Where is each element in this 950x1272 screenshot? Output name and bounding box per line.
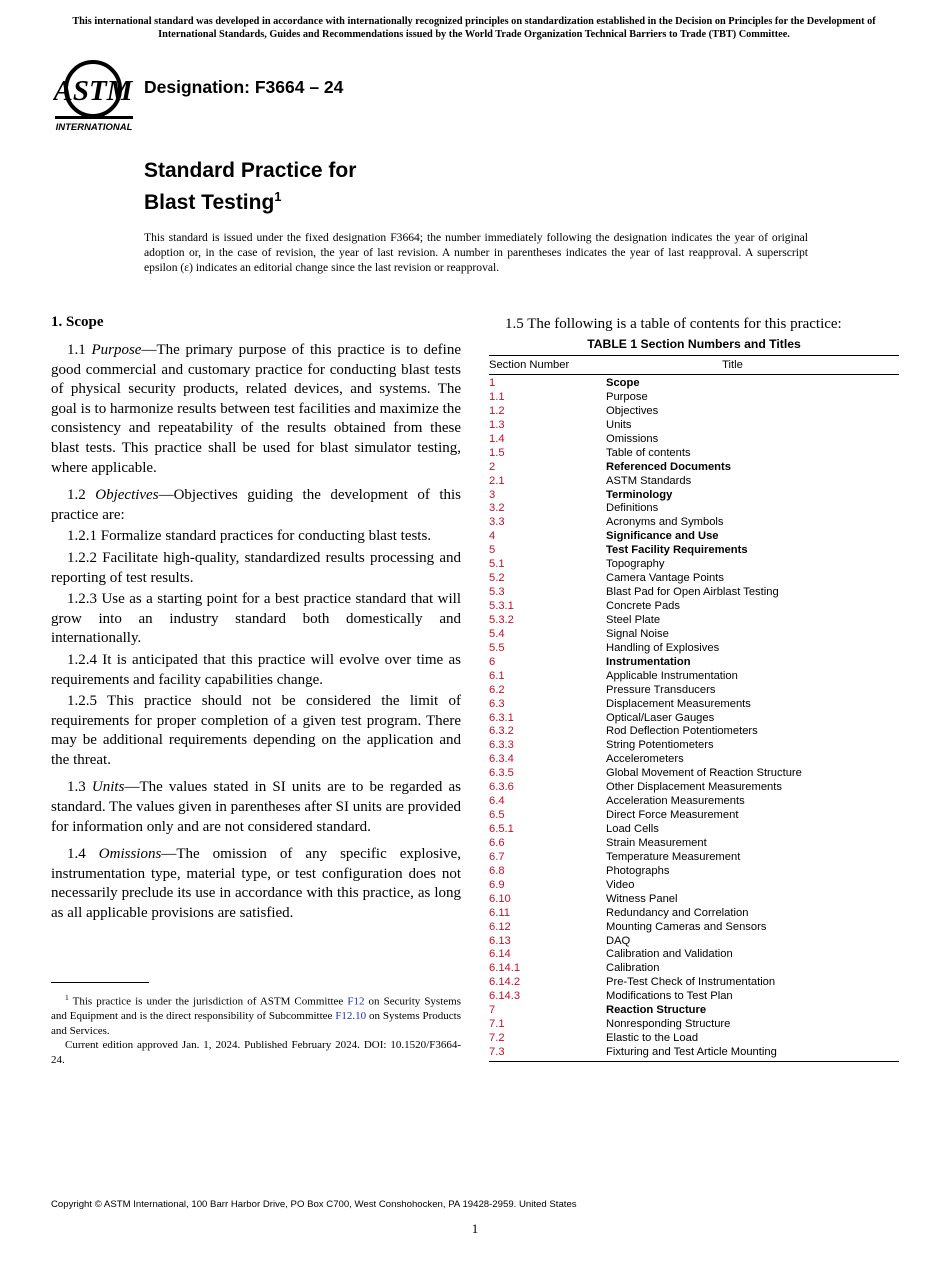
footnote-text: on Security Systems and Equipment and is the direct responsibility of Subcommittee <box>51 995 461 1023</box>
para-label: Omissions <box>98 846 162 863</box>
toc-row <box>489 795 899 809</box>
toc-section-number-link[interactable]: 7.3 <box>489 1046 505 1058</box>
toc-row <box>489 433 899 447</box>
toc-section-number-link[interactable]: 6.3.4 <box>489 753 514 766</box>
toc-row <box>489 461 899 475</box>
toc-row <box>489 1018 899 1032</box>
link-f12[interactable]: F12 <box>347 995 365 1008</box>
toc-row <box>489 851 899 865</box>
toc-section-number-link[interactable]: 5.5 <box>489 641 505 654</box>
toc-row <box>489 502 899 516</box>
toc-section-title: Topography <box>606 558 665 571</box>
para-number: 1.2 <box>67 487 96 504</box>
para-text: —The omission of any specific explosive, instrumentation type, material type, or test configuration does not necessarily preclude its use in accordance with this practice, as long as all applicable provisions are satisfied. <box>51 846 462 922</box>
toc-section-number-link[interactable]: 6.1 <box>489 669 505 682</box>
issued-note: This standard is issued under the fixed designation F3664; the number immediately following the designation indicates the year of original adoption or, in the case of revision, the year of last revision. A number in parentheses indicates the year of last reapproval. A superscript epsilon (ε) indicates an editorial change since the last revision or reapproval. <box>144 231 808 274</box>
toc-row <box>489 781 899 795</box>
toc-row <box>489 739 899 753</box>
toc-section-title: Displacement Measurements <box>606 697 751 710</box>
para-1-2-3: 1.2.3 Use as a starting point for a best practice standard that will grow into an industry standard both domestically and internationally. <box>51 591 461 647</box>
toc-section-title: Rod Deflection Potentiometers <box>606 725 758 738</box>
toc-section-title: Calibration <box>606 962 660 975</box>
toc-section-number-link[interactable]: 6 <box>489 655 496 668</box>
toc-section-number-link[interactable]: 6.11 <box>489 906 510 919</box>
title-line-2 <box>144 184 644 216</box>
toc-section-title: Applicable Instrumentation <box>606 669 738 682</box>
document-title <box>144 158 644 215</box>
toc-row <box>489 921 899 935</box>
toc-section-title: Calibration and Validation <box>606 948 733 961</box>
toc-section-title: Redundancy and Correlation <box>606 906 749 919</box>
toc-row <box>489 656 899 670</box>
footnote-text: This practice is under the jurisdiction of ASTM Committee <box>68 995 348 1008</box>
toc-section-title: Handling of Explosives <box>606 641 720 654</box>
toc-section-number-link[interactable]: 6.14 <box>489 948 511 961</box>
footnote <box>51 991 461 1068</box>
toc-section-number-link[interactable]: 6.6 <box>489 836 505 849</box>
scope-section <box>51 314 461 924</box>
toc-row <box>489 475 899 489</box>
toc-row <box>489 516 899 530</box>
toc-section-title: Witness Panel <box>606 892 678 905</box>
footnote-mark: 1 <box>65 993 69 1002</box>
toc-section-number-link[interactable]: 6.2 <box>489 683 505 696</box>
toc-section-title: Significance and Use <box>606 530 719 543</box>
toc-section-title: Mounting Cameras and Sensors <box>606 920 767 933</box>
toc-row <box>489 642 899 656</box>
toc-row <box>489 725 899 739</box>
toc-row <box>489 628 899 642</box>
toc-row <box>489 893 899 907</box>
para-1-2 <box>51 486 461 525</box>
toc-row <box>489 419 899 433</box>
toc-section-title: Elastic to the Load <box>606 1032 699 1045</box>
toc-section-title: Concrete Pads <box>606 600 681 612</box>
copyright: Copyright © ASTM International, 100 Barr Harbor Drive, PO Box C700, West Conshohocken, PA 19428-2959. United States <box>51 1199 577 1210</box>
toc-section-number-link[interactable]: 6.14.2 <box>489 976 521 989</box>
toc-section-title: ASTM Standards <box>606 474 692 487</box>
toc-section-number-link[interactable]: 1 <box>489 377 496 389</box>
toc-section-number-link[interactable]: 3.3 <box>489 516 505 529</box>
toc-section-title: Reaction Structure <box>606 1004 707 1017</box>
toc-section-title: Pre-Test Check of Instrumentation <box>606 976 776 989</box>
toc-row <box>489 530 899 544</box>
toc-section-number-link[interactable]: 2 <box>489 460 496 473</box>
toc-section-title: Table of contents <box>606 446 691 459</box>
toc-section-number-link[interactable]: 5.4 <box>489 627 505 640</box>
para-1-3 <box>51 778 461 837</box>
designation: Designation: F3664 – 24 <box>144 77 344 97</box>
toc-section-number-link[interactable]: 6.13 <box>489 934 511 947</box>
toc-section-title: Terminology <box>606 488 673 501</box>
toc-section-title: Instrumentation <box>606 655 691 668</box>
toc-section-number-link[interactable]: 6.3.1 <box>489 711 514 724</box>
para-label: Units <box>91 779 125 796</box>
toc-section-number-link[interactable]: 1.2 <box>489 404 505 417</box>
toc-section-number-link[interactable]: 7 <box>489 1004 496 1017</box>
toc-section-title: Blast Pad for Open Airblast Testing <box>606 586 779 599</box>
toc-row <box>489 907 899 921</box>
toc-section-number-link[interactable]: 5.3 <box>489 586 505 599</box>
toc-section-title: Pressure Transducers <box>606 683 716 696</box>
toc-section-number-link[interactable]: 6.3.6 <box>489 781 514 794</box>
toc-row <box>489 489 899 503</box>
toc-row <box>489 879 899 893</box>
toc-section-number-link[interactable]: 5.3.2 <box>489 613 514 626</box>
toc-section-title: Accelerometers <box>606 753 684 766</box>
astm-logo <box>53 56 135 134</box>
toc-row <box>489 558 899 572</box>
toc-section-title: Referenced Documents <box>606 460 731 473</box>
para-label: Objectives <box>95 487 159 504</box>
para-1-1 <box>51 341 461 478</box>
toc-section-number-link[interactable]: 1.3 <box>489 418 505 431</box>
toc-row <box>489 712 899 726</box>
toc-table <box>489 355 899 1062</box>
para-1-2-2: 1.2.2 Facilitate high-quality, standardized results processing and reporting of test results. <box>51 549 461 586</box>
para-text: —Objectives guiding the development of this practice are: <box>51 487 461 523</box>
toc-section-title: Purpose <box>606 390 648 403</box>
para-text: —The values stated in SI units are to be regarded as standard. The values given in parentheses after SI units are provided for information only and are not considered standard. <box>51 779 462 835</box>
title-text: Blast Testing <box>144 190 275 214</box>
toc-row <box>489 837 899 851</box>
toc-row <box>489 600 899 614</box>
footnote-edition: Current edition approved Jan. 1, 2024. Published February 2024. DOI: 10.1520/F3664-24. <box>51 1039 461 1067</box>
toc-section-number-link[interactable]: 7.2 <box>489 1032 505 1045</box>
toc-section-number-link[interactable]: 6.3.3 <box>489 739 514 752</box>
toc-section-number-link[interactable]: 1.4 <box>489 432 505 445</box>
toc-section-number-link[interactable]: 2.1 <box>489 474 505 487</box>
title-footnote-mark: 1 <box>274 188 282 204</box>
toc-row <box>489 962 899 976</box>
toc-section-title: Steel Plate <box>606 613 661 626</box>
toc-section-number-link[interactable]: 6.8 <box>489 864 505 877</box>
toc-section-number-link[interactable]: 5 <box>489 544 496 557</box>
toc-section-title: Optical/Laser Gauges <box>606 711 715 724</box>
toc-section-number-link[interactable]: 6.10 <box>489 892 511 905</box>
toc-section-number-link[interactable]: 6.7 <box>489 850 505 863</box>
toc-section-number-link[interactable]: 6.3.5 <box>489 767 514 780</box>
toc-row <box>489 447 899 461</box>
para-number: 1.4 <box>67 846 99 863</box>
toc-section-number-link[interactable]: 5.2 <box>489 572 505 585</box>
wto-banner: This international standard was developed in accordance with internationally recognized principles on standardization established in the Decision on Principles for the Development of International Standards, Guides and Recommendations issued by the World Trade Organization Technical Barriers to Trade (TBT) Committee. <box>72 16 876 40</box>
toc-section-number-link[interactable]: 6.3.2 <box>489 725 514 738</box>
footnote-jurisdiction <box>51 991 461 1038</box>
toc-section-number-link[interactable]: 6.4 <box>489 795 505 808</box>
toc-section-title: Global Movement of Reaction Structure <box>606 767 802 780</box>
section-heading-scope: 1. Scope <box>51 314 104 330</box>
toc-section-number-link[interactable]: 4 <box>489 530 496 543</box>
toc-section-title: Other Displacement Measurements <box>606 781 782 794</box>
para-number: 1.3 <box>67 779 92 796</box>
toc-row <box>489 572 899 586</box>
toc-section-number-link[interactable]: 5.1 <box>489 558 505 571</box>
toc-row <box>489 1046 899 1060</box>
para-number: 1.1 <box>67 342 92 358</box>
toc-row <box>489 767 899 781</box>
footnote-rule <box>51 982 149 983</box>
logo-mark: ASTM <box>53 75 133 107</box>
toc-row <box>489 948 899 962</box>
toc-section-title: Signal Noise <box>606 627 669 640</box>
toc-section-title: Video <box>606 878 635 891</box>
toc-row <box>489 823 899 837</box>
toc-section-title: Acceleration Measurements <box>606 795 745 808</box>
toc-section-title: Strain Measurement <box>606 836 707 849</box>
link-f12-10[interactable]: F12.10 <box>335 1010 367 1023</box>
toc-section-number-link[interactable]: 7.1 <box>489 1018 505 1031</box>
logo-subtext: INTERNATIONAL <box>55 122 133 133</box>
toc-section-number-link[interactable]: 6.14.1 <box>489 962 521 975</box>
toc-section-title: Omissions <box>606 432 659 445</box>
title-line-1: Standard Practice for <box>144 159 357 182</box>
page-number: 1 <box>471 1221 479 1236</box>
toc-section-title: Modifications to Test Plan <box>606 990 733 1003</box>
toc-header-row <box>489 356 899 375</box>
toc-section-title: Scope <box>606 377 640 389</box>
toc-section-title: Acronyms and Symbols <box>606 516 724 529</box>
toc-row <box>489 684 899 698</box>
toc-row <box>489 391 899 405</box>
toc-row <box>489 377 899 391</box>
toc-row <box>489 1004 899 1018</box>
toc-section-title: DAQ <box>606 934 631 947</box>
toc-section-title: Test Facility Requirements <box>606 544 748 557</box>
para-1-4 <box>51 845 461 923</box>
para-1-2-5: 1.2.5 This practice should not be considered the limit of requirements for proper completion of a given test program. There may be additional requirements depending on the application and the threat. <box>51 693 461 768</box>
toc-section-title: Fixturing and Test Article Mounting <box>606 1046 777 1058</box>
toc-section-number-link[interactable]: 6.14.3 <box>489 990 521 1003</box>
toc-section-number-link[interactable]: 3 <box>489 488 496 501</box>
footnote-text: on Systems Products and Services. <box>51 1010 461 1037</box>
toc-row <box>489 809 899 823</box>
toc-row <box>489 753 899 767</box>
toc-section-title: Objectives <box>606 404 659 417</box>
toc-header-title: Title <box>722 359 743 371</box>
toc-row <box>489 865 899 879</box>
toc-section-title: Nonresponding Structure <box>606 1018 731 1031</box>
toc-row <box>489 935 899 949</box>
toc-section-number-link[interactable]: 6.9 <box>489 878 505 891</box>
toc-row <box>489 586 899 600</box>
toc-section-title: String Potentiometers <box>606 739 714 752</box>
toc-row <box>489 670 899 684</box>
toc-section-title: Temperature Measurement <box>606 850 741 863</box>
para-label: Purpose <box>91 342 142 358</box>
toc-section-number-link[interactable]: 1.5 <box>489 446 505 459</box>
toc-row <box>489 405 899 419</box>
toc-header-section-number: Section Number <box>489 359 570 371</box>
toc-section-title: Camera Vantage Points <box>606 572 724 585</box>
toc-section-number-link[interactable]: 5.3.1 <box>489 600 514 612</box>
table-caption: TABLE 1 Section Numbers and Titles <box>587 337 801 351</box>
para-1-5: 1.5 The following is a table of contents for this practice: <box>505 316 842 332</box>
toc-section-number-link[interactable]: 6.12 <box>489 920 511 933</box>
toc-row <box>489 698 899 712</box>
toc-body <box>489 375 899 1061</box>
toc-row <box>489 976 899 990</box>
toc-section-title: Units <box>606 418 632 431</box>
toc-section-title: Photographs <box>606 864 670 877</box>
toc-row <box>489 990 899 1004</box>
toc-row <box>489 1032 899 1046</box>
toc-section-number-link[interactable]: 6.5 <box>489 809 505 822</box>
toc-section-number-link[interactable]: 1.1 <box>489 390 505 403</box>
toc-section-number-link[interactable]: 6.3 <box>489 697 505 710</box>
toc-section-title: Direct Force Measurement <box>606 809 739 822</box>
toc-section-number-link[interactable]: 6.5.1 <box>489 823 514 835</box>
toc-section-title: Definitions <box>606 502 659 515</box>
toc-section-title: Load Cells <box>606 823 659 835</box>
para-1-2-1: 1.2.1 Formalize standard practices for conducting blast tests. <box>67 528 432 545</box>
para-1-2-4: 1.2.4 It is anticipated that this practice will evolve over time as requirements and facility capabilities change. <box>51 651 461 688</box>
toc-section-number-link[interactable]: 3.2 <box>489 502 505 515</box>
toc-row <box>489 544 899 558</box>
toc-row <box>489 614 899 628</box>
para-text: —The primary purpose of this practice is to define good commercial and customary practice for conducting blast tests of physical security products, related devices, and systems. The goal is to harmonize results between test facilities and maximize the consistency and repeatability of the results obtained from these blast tests. This practice shall be used for blast simulator testing, where applicable. <box>51 342 461 476</box>
